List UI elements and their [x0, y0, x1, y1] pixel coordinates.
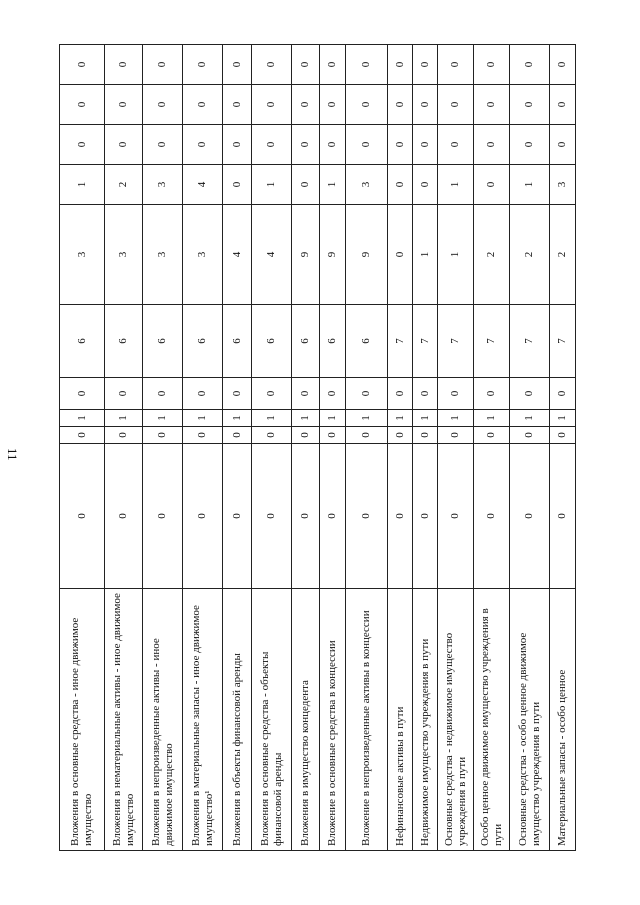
- value-cell: 0: [413, 444, 438, 589]
- value-cell: 6: [183, 305, 223, 378]
- value-cell: 6: [320, 305, 346, 378]
- value-cell: 2: [474, 205, 510, 305]
- value-cell: 0: [550, 378, 576, 410]
- value-cell: 1: [510, 410, 550, 427]
- row-name-cell: Вложения в основные средства - иное движимое имущество: [60, 589, 105, 851]
- value-cell: 0: [388, 444, 413, 589]
- value-cell: 0: [320, 427, 346, 444]
- value-cell: 0: [60, 378, 105, 410]
- value-cell: 0: [438, 45, 474, 85]
- row-name-cell: Нефинансовые активы в пути: [388, 589, 413, 851]
- value-cell: 0: [346, 85, 388, 125]
- row-name-cell: Вложения в основные средства - объекты финансовой аренды: [252, 589, 292, 851]
- accounts-table: [59, 44, 576, 851]
- value-cell: 1: [252, 165, 292, 205]
- value-cell: 0: [105, 125, 143, 165]
- value-cell: 0: [143, 45, 183, 85]
- value-cell: 1: [60, 165, 105, 205]
- row-name-cell: Основные средства - особо ценное движимое имущество учреждения в пути: [510, 589, 550, 851]
- value-cell: 9: [292, 205, 320, 305]
- value-cell: 0: [413, 45, 438, 85]
- value-cell: 0: [346, 125, 388, 165]
- value-cell: 0: [438, 444, 474, 589]
- row-name-cell: Вложение в непроизведенные активы в концессии: [346, 589, 388, 851]
- value-cell: 0: [292, 427, 320, 444]
- value-cell: 0: [292, 45, 320, 85]
- value-cell: 1: [223, 410, 252, 427]
- value-cell: 0: [388, 205, 413, 305]
- value-cell: 1: [60, 410, 105, 427]
- value-cell: 0: [183, 444, 223, 589]
- value-cell: 0: [60, 444, 105, 589]
- value-cell: 0: [252, 85, 292, 125]
- value-cell: 0: [183, 45, 223, 85]
- value-cell: 0: [252, 444, 292, 589]
- value-cell: 0: [413, 165, 438, 205]
- value-cell: 3: [550, 165, 576, 205]
- value-cell: 0: [105, 444, 143, 589]
- value-cell: 0: [438, 427, 474, 444]
- value-cell: 1: [510, 165, 550, 205]
- value-cell: 1: [346, 410, 388, 427]
- row-name-cell: Недвижимое имущество учреждения в пути: [413, 589, 438, 851]
- value-cell: 7: [510, 305, 550, 378]
- table-row: [143, 45, 183, 851]
- value-cell: 0: [105, 378, 143, 410]
- table-row: [346, 45, 388, 851]
- value-cell: 9: [320, 205, 346, 305]
- value-cell: 0: [474, 444, 510, 589]
- value-cell: 0: [292, 85, 320, 125]
- value-cell: 0: [474, 125, 510, 165]
- value-cell: 0: [223, 444, 252, 589]
- value-cell: 6: [346, 305, 388, 378]
- value-cell: 0: [223, 125, 252, 165]
- value-cell: 1: [413, 205, 438, 305]
- value-cell: 4: [183, 165, 223, 205]
- value-cell: 0: [183, 125, 223, 165]
- value-cell: 4: [252, 205, 292, 305]
- value-cell: 0: [388, 125, 413, 165]
- value-cell: 0: [320, 85, 346, 125]
- value-cell: 0: [346, 45, 388, 85]
- value-cell: 3: [143, 165, 183, 205]
- value-cell: 0: [474, 85, 510, 125]
- value-cell: 0: [474, 165, 510, 205]
- value-cell: 7: [550, 305, 576, 378]
- value-cell: 0: [183, 427, 223, 444]
- value-cell: 0: [346, 427, 388, 444]
- table-row: [413, 45, 438, 851]
- value-cell: 0: [320, 378, 346, 410]
- value-cell: 0: [388, 45, 413, 85]
- value-cell: 0: [346, 378, 388, 410]
- table-row: [183, 45, 223, 851]
- value-cell: 0: [346, 444, 388, 589]
- value-cell: 0: [223, 45, 252, 85]
- row-name-cell: Вложения в объекты финансовой аренды: [223, 589, 252, 851]
- value-cell: 0: [510, 378, 550, 410]
- value-cell: 0: [550, 85, 576, 125]
- row-name-cell: Особо ценное движимое имущество учреждения в пути: [474, 589, 510, 851]
- value-cell: 0: [143, 427, 183, 444]
- value-cell: 0: [223, 165, 252, 205]
- value-cell: 0: [143, 444, 183, 589]
- row-name-cell: Материальные запасы - особо ценное: [550, 589, 576, 851]
- table-row: [320, 45, 346, 851]
- table-row: [438, 45, 474, 851]
- value-cell: 0: [223, 427, 252, 444]
- value-cell: 0: [292, 125, 320, 165]
- table-row: [105, 45, 143, 851]
- row-name-cell: Вложение в основные средства в концессии: [320, 589, 346, 851]
- row-name-cell: Вложения в материальные запасы - иное движимое имущество¹: [183, 589, 223, 851]
- row-name-cell: Вложения в имущество концедента: [292, 589, 320, 851]
- value-cell: 1: [474, 410, 510, 427]
- value-cell: 1: [143, 410, 183, 427]
- value-cell: 0: [320, 45, 346, 85]
- value-cell: 0: [438, 378, 474, 410]
- value-cell: 3: [346, 165, 388, 205]
- value-cell: 0: [292, 378, 320, 410]
- value-cell: 0: [143, 378, 183, 410]
- value-cell: 0: [183, 85, 223, 125]
- value-cell: 0: [143, 125, 183, 165]
- value-cell: 2: [510, 205, 550, 305]
- row-name-cell: Основные средства - недвижимое имущество учреждения в пути: [438, 589, 474, 851]
- value-cell: 1: [105, 410, 143, 427]
- value-cell: 2: [550, 205, 576, 305]
- value-cell: 3: [105, 205, 143, 305]
- value-cell: 1: [413, 410, 438, 427]
- table-row: [223, 45, 252, 851]
- value-cell: 9: [346, 205, 388, 305]
- value-cell: 0: [413, 85, 438, 125]
- value-cell: 0: [413, 378, 438, 410]
- value-cell: 1: [388, 410, 413, 427]
- value-cell: 6: [252, 305, 292, 378]
- table-row: [252, 45, 292, 851]
- value-cell: 0: [388, 378, 413, 410]
- value-cell: 6: [105, 305, 143, 378]
- value-cell: 0: [510, 45, 550, 85]
- table-row: [60, 45, 105, 851]
- value-cell: 0: [320, 444, 346, 589]
- value-cell: 1: [320, 410, 346, 427]
- table-row: [550, 45, 576, 851]
- value-cell: 0: [550, 125, 576, 165]
- value-cell: 0: [510, 427, 550, 444]
- table-row: [388, 45, 413, 851]
- value-cell: 0: [550, 45, 576, 85]
- value-cell: 0: [60, 85, 105, 125]
- value-cell: 0: [223, 85, 252, 125]
- rotated-table-container: [59, 61, 575, 851]
- value-cell: 4: [223, 205, 252, 305]
- row-name-cell: Вложения в непроизведенные активы - иное движимое имущество: [143, 589, 183, 851]
- value-cell: 0: [292, 444, 320, 589]
- table-row: [292, 45, 320, 851]
- value-cell: 1: [438, 410, 474, 427]
- value-cell: 0: [143, 85, 183, 125]
- value-cell: 7: [438, 305, 474, 378]
- value-cell: 0: [550, 444, 576, 589]
- value-cell: 1: [292, 410, 320, 427]
- value-cell: 0: [388, 165, 413, 205]
- value-cell: 1: [252, 410, 292, 427]
- value-cell: 7: [474, 305, 510, 378]
- value-cell: 1: [183, 410, 223, 427]
- value-cell: 2: [105, 165, 143, 205]
- table-row: [510, 45, 550, 851]
- value-cell: 0: [510, 125, 550, 165]
- value-cell: 3: [183, 205, 223, 305]
- value-cell: 1: [320, 165, 346, 205]
- value-cell: 1: [438, 205, 474, 305]
- value-cell: 3: [143, 205, 183, 305]
- table-frame: [59, 61, 575, 851]
- value-cell: 1: [438, 165, 474, 205]
- table-row: [474, 45, 510, 851]
- value-cell: 0: [413, 125, 438, 165]
- value-cell: 7: [388, 305, 413, 378]
- value-cell: 0: [60, 45, 105, 85]
- value-cell: 3: [60, 205, 105, 305]
- value-cell: 1: [550, 410, 576, 427]
- value-cell: 0: [438, 85, 474, 125]
- value-cell: 0: [252, 427, 292, 444]
- value-cell: 6: [223, 305, 252, 378]
- value-cell: 0: [510, 444, 550, 589]
- value-cell: 0: [438, 125, 474, 165]
- value-cell: 0: [252, 125, 292, 165]
- value-cell: 0: [292, 165, 320, 205]
- value-cell: 0: [252, 45, 292, 85]
- value-cell: 0: [223, 378, 252, 410]
- value-cell: 0: [105, 427, 143, 444]
- value-cell: 6: [143, 305, 183, 378]
- value-cell: 0: [183, 378, 223, 410]
- value-cell: 0: [320, 125, 346, 165]
- value-cell: 0: [388, 85, 413, 125]
- value-cell: 6: [292, 305, 320, 378]
- value-cell: 0: [252, 378, 292, 410]
- row-name-cell: Вложения в нематериальные активы - иное движимое имущество: [105, 589, 143, 851]
- value-cell: 0: [105, 85, 143, 125]
- value-cell: 0: [413, 427, 438, 444]
- value-cell: 0: [550, 427, 576, 444]
- value-cell: 0: [105, 45, 143, 85]
- value-cell: 7: [413, 305, 438, 378]
- value-cell: 0: [474, 45, 510, 85]
- value-cell: 0: [388, 427, 413, 444]
- value-cell: 0: [474, 427, 510, 444]
- page-number: 11: [5, 448, 20, 461]
- value-cell: 0: [474, 378, 510, 410]
- value-cell: 0: [510, 85, 550, 125]
- value-cell: 0: [60, 125, 105, 165]
- value-cell: 6: [60, 305, 105, 378]
- value-cell: 0: [60, 427, 105, 444]
